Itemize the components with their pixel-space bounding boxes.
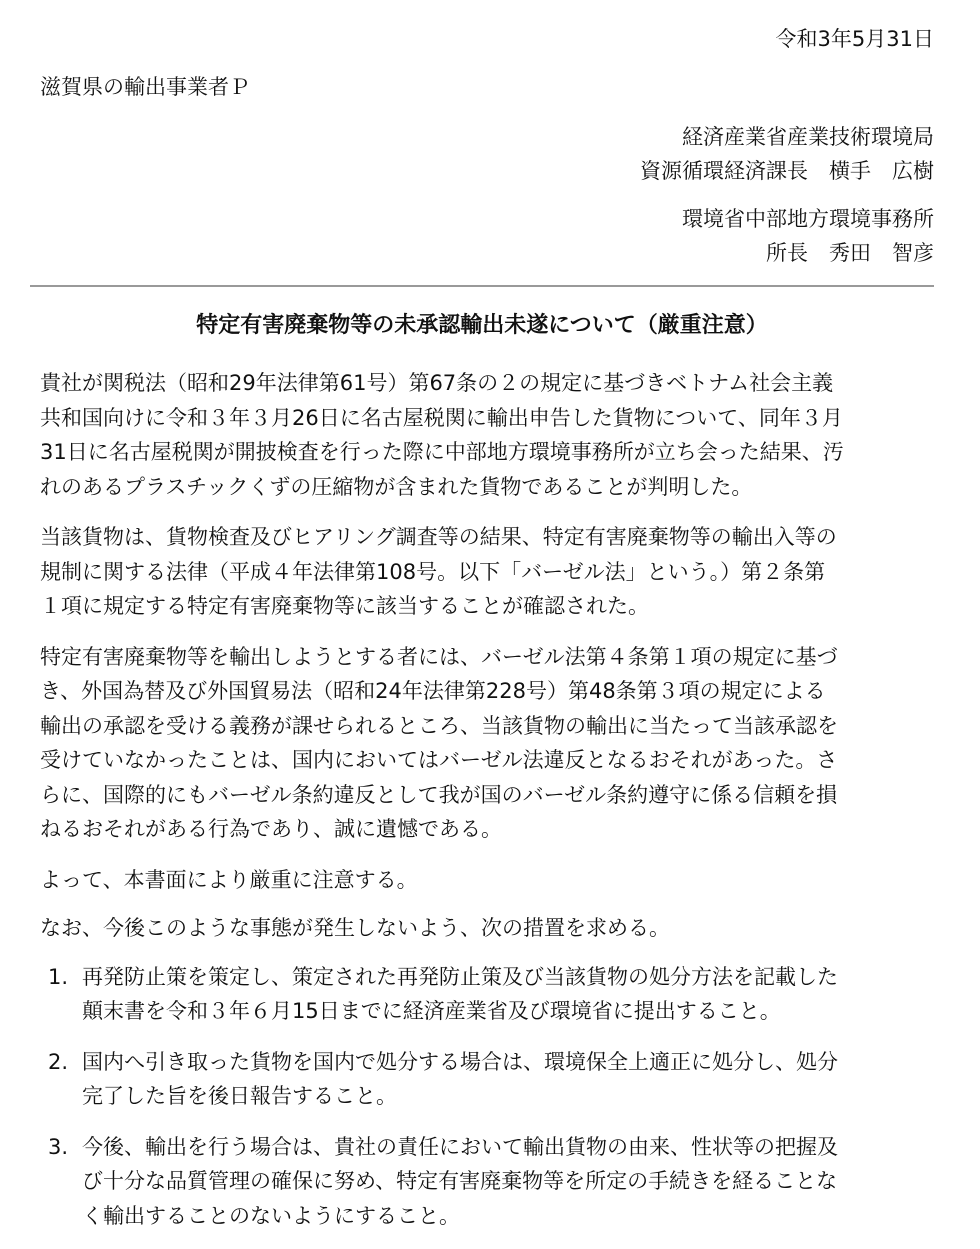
measure-item [40, 960, 930, 1029]
paragraph-line: 当該貨物は、貨物検査及びヒアリング調査等の結果、特定有害廃棄物等の輸出入等の [40, 525, 837, 549]
sender-moe-title: 所長 [766, 241, 808, 265]
measure-line: 顛末書を令和３年６月15日までに経済産業省及び環境省に提出すること。 [82, 999, 781, 1023]
paragraph-violation [40, 640, 930, 847]
paragraph-line: れのあるプラスチックくずの圧縮物が含まれた貨物であることが判明した。 [40, 474, 753, 499]
paragraph-line: らに、国際的にもバーゼル条約違反として我が国のバーゼル条約遵守に係る信頼を損 [40, 782, 838, 807]
paragraph-request [40, 911, 930, 946]
paragraph-line: き、外国為替及び外国貿易法（昭和24年法律第228号）第48条第３項の規定による [40, 679, 826, 703]
measure-line: び十分な品質管理の確保に努め、特定有害廃棄物等を所定の手続きを経ることな [82, 1169, 838, 1193]
paragraph-findings [40, 366, 930, 504]
document-date: 令和3年5月31日 [775, 27, 934, 51]
measures-list [40, 960, 930, 1234]
measure-line: 再発防止策を策定し、策定された再発防止策及び当該貨物の処分方法を記載した [82, 964, 838, 989]
sender-meti-title: 資源循環経済課長 [640, 159, 808, 183]
paragraph-line: １項に規定する特定有害廃棄物等に該当することが確認された。 [40, 594, 649, 618]
measure-number: 3. [48, 1134, 69, 1159]
paragraph-warning [40, 863, 930, 898]
measure-line: 完了した旨を後日報告すること。 [82, 1084, 397, 1108]
paragraph-classification [40, 520, 930, 624]
paragraph-line: 共和国向けに令和３年３月26日に名古屋税関に輸出申告した貨物について、同年３月 [40, 405, 843, 430]
paragraph-line: 受けていなかったことは、国内においてはバーゼル法違反となるおそれがあった。さ [40, 748, 838, 772]
measure-number: 2. [48, 1049, 69, 1074]
recipient: 滋賀県の輸出事業者Ｐ [40, 75, 250, 99]
paragraph-line: 特定有害廃棄物等を輸出しようとする者には、バーゼル法第４条第１項の規定に基づ [40, 644, 838, 669]
sender-moe-person [682, 236, 934, 270]
sender-meti-given-name: 広樹 [892, 159, 934, 183]
measure-line: く輸出することのないようにすること。 [82, 1203, 460, 1228]
paragraph-line: 輸出の承認を受ける義務が課せられるところ、当該貨物の輸出に当たって当該承認を [40, 713, 838, 738]
sender-moe-org: 環境省中部地方環境事務所 [682, 207, 934, 231]
paragraph-line: 規制に関する法律（平成４年法律第108号。以下「バーゼル法」という。）第２条第 [40, 559, 826, 584]
sender-meti-org: 経済産業省産業技術環境局 [682, 125, 934, 149]
paragraph-line: 貴社が関税法（昭和29年法律第61号）第67条の２の規定に基づきベトナム社会主義 [40, 371, 834, 395]
paragraph-line: なお、今後このような事態が発生しないよう、次の措置を求める。 [40, 916, 670, 940]
document-title: 特定有害廃棄物等の未承認輸出未遂について（厳重注意） [196, 313, 768, 338]
paragraph-line: 31日に名古屋税関が開披検査を行った際に中部地方環境事務所が立ち会った結果、汚 [40, 440, 844, 464]
sender-meti-person [640, 154, 934, 188]
measure-line: 国内へ引き取った貨物を国内で処分する場合は、環境保全上適正に処分し、処分 [82, 1049, 838, 1074]
measure-item [40, 1130, 930, 1234]
sender-moe-surname: 秀田 [829, 241, 871, 265]
measure-number: 1. [48, 964, 69, 989]
paragraph-line: ねるおそれがある行為であり、誠に遺憾である。 [40, 817, 502, 841]
sender-moe-given-name: 智彦 [892, 241, 934, 265]
document-body [40, 366, 930, 1249]
measure-item [40, 1045, 930, 1114]
header-divider [30, 285, 934, 287]
sender-meti [640, 120, 934, 188]
measure-line: 今後、輸出を行う場合は、貴社の責任において輸出貨物の由来、性状等の把握及 [82, 1134, 838, 1159]
sender-moe [682, 202, 934, 270]
sender-meti-surname: 横手 [829, 159, 871, 183]
paragraph-line: よって、本書面により厳重に注意する。 [40, 867, 418, 892]
